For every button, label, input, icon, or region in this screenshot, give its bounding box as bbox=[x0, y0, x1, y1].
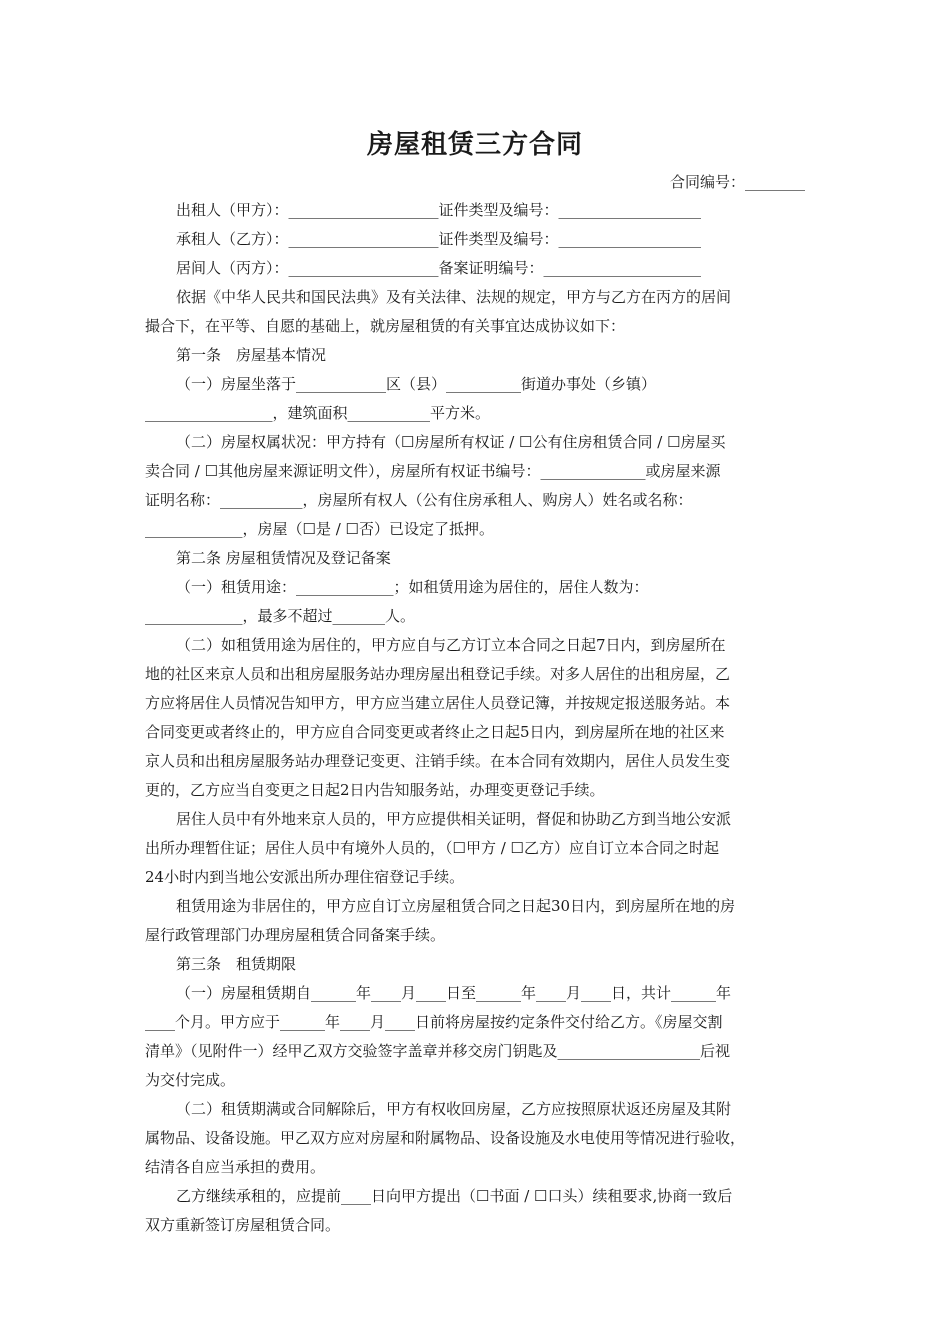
contract-number: 合同编号：________ bbox=[669, 173, 805, 191]
paragraph-line: 出所办理暂住证；居住人员中有境外人员的，（☐甲方 / ☐乙方）应自订立本合同之时起 bbox=[145, 839, 719, 857]
paragraph-line: 结清各自应当承担的费用。 bbox=[145, 1158, 326, 1176]
paragraph-line: 租赁用途为非居住的，甲方应自订立房屋租赁合同之日起30日内，到房屋所在地的房 bbox=[176, 897, 736, 915]
paragraph-line: 更的，乙方应当自变更之日起2日内告知服务站，办理变更登记手续。 bbox=[145, 781, 605, 799]
party-c-line: 居间人（丙方）：____________________备案证明编号：_____________________ bbox=[176, 259, 702, 277]
paragraph-line: 方应将居住人员情况告知甲方，甲方应当建立居住人员登记簿，并按规定报送服务站。本 bbox=[145, 694, 731, 712]
paragraph-line: _____________，房屋（☐是 / ☐否）已设定了抵押。 bbox=[145, 520, 494, 538]
paragraph-line: （二）如租赁用途为居住的，甲方应自与乙方订立本合同之日起7日内，到房屋所在 bbox=[176, 636, 726, 654]
paragraph-line: 清单》（见附件一）经甲乙双方交验签字盖章并移交房门钥匙及___________________后视 bbox=[145, 1042, 731, 1060]
paragraph-line: 为交付完成。 bbox=[145, 1071, 236, 1089]
article-heading: 第三条 租赁期限 bbox=[176, 955, 297, 973]
paragraph-line: （一）房屋租赁期自______年____月____日至______年____月____日，共计______年 bbox=[176, 984, 732, 1002]
paragraph-line: 屋行政管理部门办理房屋租赁合同备案手续。 bbox=[145, 926, 446, 944]
paragraph-line: （二）租赁期满或合同解除后，甲方有权收回房屋，乙方应按照原状返还房屋及其附 bbox=[176, 1100, 732, 1118]
paragraph-line: （二）房屋权属状况：甲方持有（☐房屋所有权证 / ☐公有住房租赁合同 / ☐房屋买 bbox=[176, 433, 726, 451]
paragraph-line: 乙方继续承租的，应提前____日向甲方提出（☐书面 / ☐口头）续租要求,协商一致后 bbox=[176, 1187, 733, 1205]
paragraph-line: （一）租赁用途：_____________；如租赁用途为居住的，居住人数为： bbox=[176, 578, 649, 596]
paragraph-line: 卖合同 / ☐其他房屋来源证明文件），房屋所有权证书编号：______________或房屋来源 bbox=[145, 462, 721, 480]
paragraph-line: 证明名称：___________，房屋所有权人（公有住房承租人、购房人）姓名或名称： bbox=[145, 491, 693, 509]
paragraph-line: ____个月。甲方应于______年____月____日前将房屋按约定条件交付给乙方。《房屋交割 bbox=[145, 1013, 723, 1031]
paragraph-line: _________________，建筑面积___________平方米。 bbox=[145, 404, 491, 422]
paragraph-line: 撮合下，在平等、自愿的基础上，就房屋租赁的有关事宜达成协议如下： bbox=[145, 317, 626, 335]
article-heading: 第一条 房屋基本情况 bbox=[176, 346, 327, 364]
paragraph-line: 居住人员中有外地来京人员的，甲方应提供相关证明，督促和协助乙方到当地公安派 bbox=[176, 810, 732, 828]
paragraph-line: 依据《中华人民共和国民法典》及有关法律、法规的规定，甲方与乙方在丙方的居间 bbox=[176, 288, 732, 306]
paragraph-line: 合同变更或者终止的，甲方应自合同变更或者终止之日起5日内，到房屋所在地的社区来 bbox=[145, 723, 725, 741]
paragraph-line: 双方重新签订房屋租赁合同。 bbox=[145, 1216, 341, 1234]
paragraph-line: （一）房屋坐落于____________区（县）__________街道办事处（乡镇） bbox=[176, 375, 657, 393]
paragraph-line: 属物品、设备设施。甲乙双方应对房屋和附属物品、设备设施及水电使用等情况进行验收， bbox=[145, 1129, 746, 1147]
paragraph-line: 24小时内到当地公安派出所办理住宿登记手续。 bbox=[145, 868, 465, 886]
paragraph-line: 地的社区来京人员和出租房屋服务站办理房屋出租登记手续。对多人居住的出租房屋，乙 bbox=[145, 665, 731, 683]
paragraph-line: 京人员和出租房屋服务站办理登记变更、注销手续。在本合同有效期内，居住人员发生变 bbox=[145, 752, 731, 770]
paragraph-line: _____________，最多不超过_______人。 bbox=[145, 607, 416, 625]
page-title: 房屋租赁三方合同 bbox=[366, 130, 583, 160]
article-heading: 第二条 房屋租赁情况及登记备案 bbox=[176, 549, 391, 567]
party-a-line: 出租人（甲方）：____________________证件类型及编号：___________________ bbox=[176, 201, 702, 219]
party-b-line: 承租人（乙方）：____________________证件类型及编号：___________________ bbox=[176, 230, 702, 248]
